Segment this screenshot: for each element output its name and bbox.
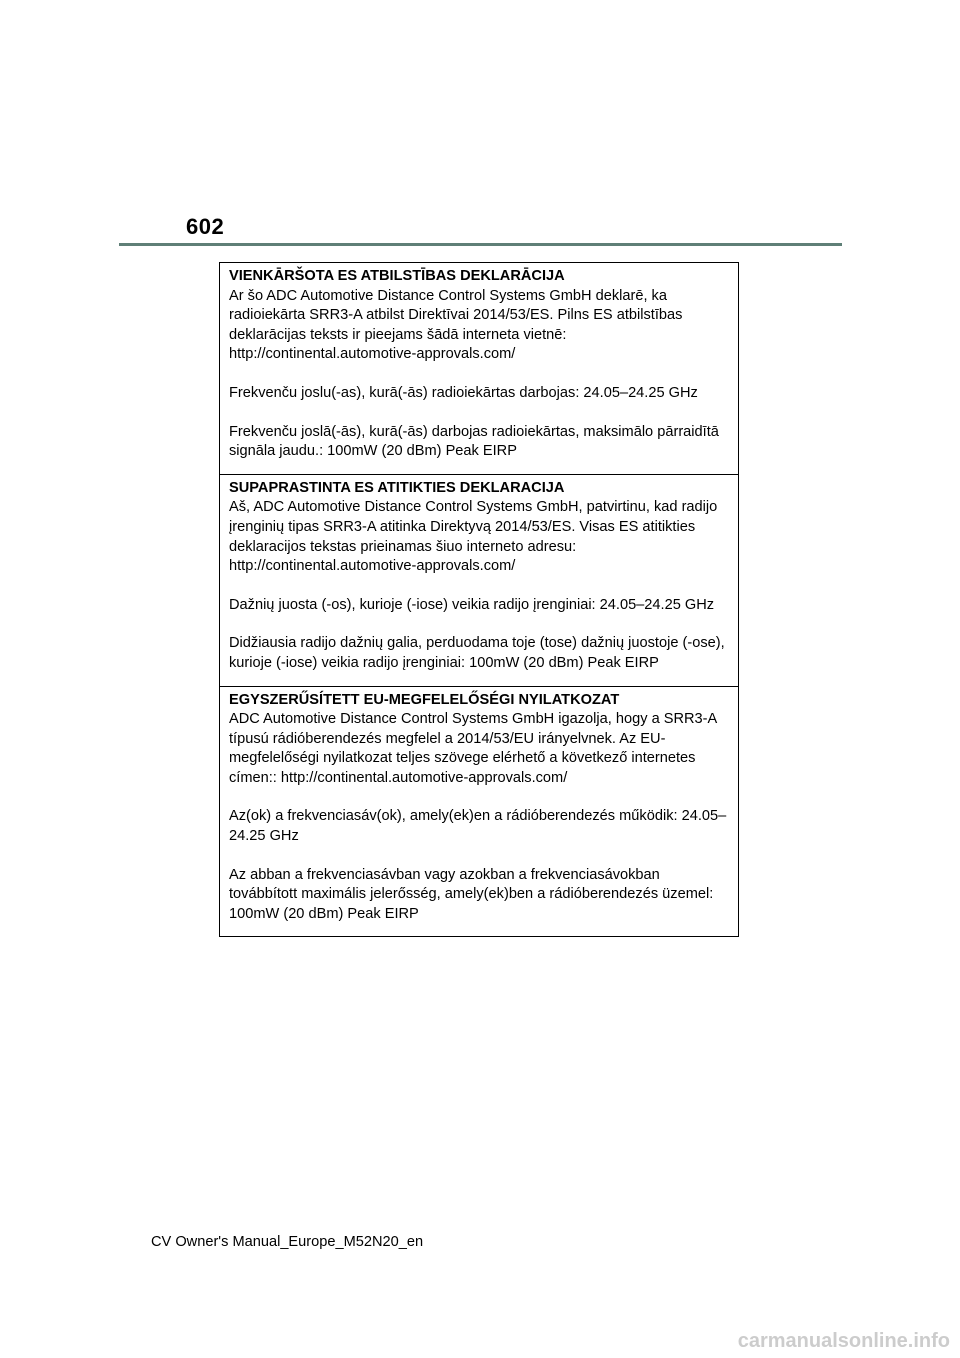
max-power-text: Didžiausia radijo dažnių galia, perduodama toje (tose) dažnių juostoje (-ose), kurioje (-iose) veikia radijo įrenginiai: 100mW (20 dBm) Peak EIRP xyxy=(229,635,725,671)
section-heading: VIENKĀRŠOTA ES ATBILSTĪBAS DEKLARĀCIJA xyxy=(229,268,565,284)
header-divider xyxy=(119,243,842,246)
frequency-band-text: Az(ok) a frekvenciasáv(ok), amely(ek)en a rádióberendezés működik: 24.05–24.25 GHz xyxy=(229,808,727,845)
frequency-band-text: Frekvenču joslu(-as), kurā(-ās) radioiekārtas darbojas: 24.05–24.25 GHz xyxy=(229,384,698,401)
section-heading: EGYSZERŰSÍTETT EU-MEGFELELŐSÉGI NYILATKOZAT xyxy=(229,691,620,708)
manual-footer-label: CV Owner's Manual_Europe_M52N20_en xyxy=(151,1234,424,1250)
section-heading: SUPAPRASTINTA ES ATITIKTIES DEKLARACIJA xyxy=(229,479,565,496)
declaration-section-hungarian xyxy=(220,687,738,937)
max-power-text: Az abban a frekvenciasávban vagy azokban a frekvenciasávokban továbbított maximális jelerősség, amely(ek)ben a rádióberendezés üzemel: 100mW (20 dBm) Peak EIRP xyxy=(229,866,714,922)
section-body: Ar šo ADC Automotive Distance Control Systems GmbH deklarē, ka radioiekārta SRR3-A atbilst Direktīvai 2014/53/ES. Pilns ES atbilstības deklarācijas teksts ir pieejams šādā interneta vietnē: http://continental.automotive-approvals.com/ xyxy=(229,287,683,363)
section-body: ADC Automotive Distance Control Systems GmbH igazolja, hogy a SRR3-A típusú rádióberendezés megfelel a 2014/53/EU irányelvnek. Az EU-megfelelőségi nyilatkozat teljes szövege elérhető a következő internetes címen:: http://continental.automotive-approvals.com/ xyxy=(229,711,717,786)
watermark: carmanualsonline.info xyxy=(737,1330,950,1352)
max-power-text: Frekvenču joslā(-ās), kurā(-ās) darbojas radioiekārtas, maksimālo pārraidītā signāla jaudu.: 100mW (20 dBm) Peak EIRP xyxy=(229,423,719,460)
declaration-section-lithuanian xyxy=(220,475,738,687)
section-body: Aš, ADC Automotive Distance Control Systems GmbH, patvirtinu, kad radijo įrenginių tipas SRR3-A atitinka Direktyvą 2014/53/ES. Visas ES atitikties deklaracijos tekstas prieinamas šiuo interneto adresu: http://continental.automotive-approvals.com/ xyxy=(229,499,718,575)
page-number: 602 xyxy=(186,214,225,239)
frequency-band-text: Dažnių juosta (-os), kurioje (-iose) veikia radijo įrenginiai: 24.05–24.25 GHz xyxy=(229,596,715,613)
declaration-table xyxy=(219,262,739,937)
declaration-section-latvian xyxy=(220,263,738,475)
